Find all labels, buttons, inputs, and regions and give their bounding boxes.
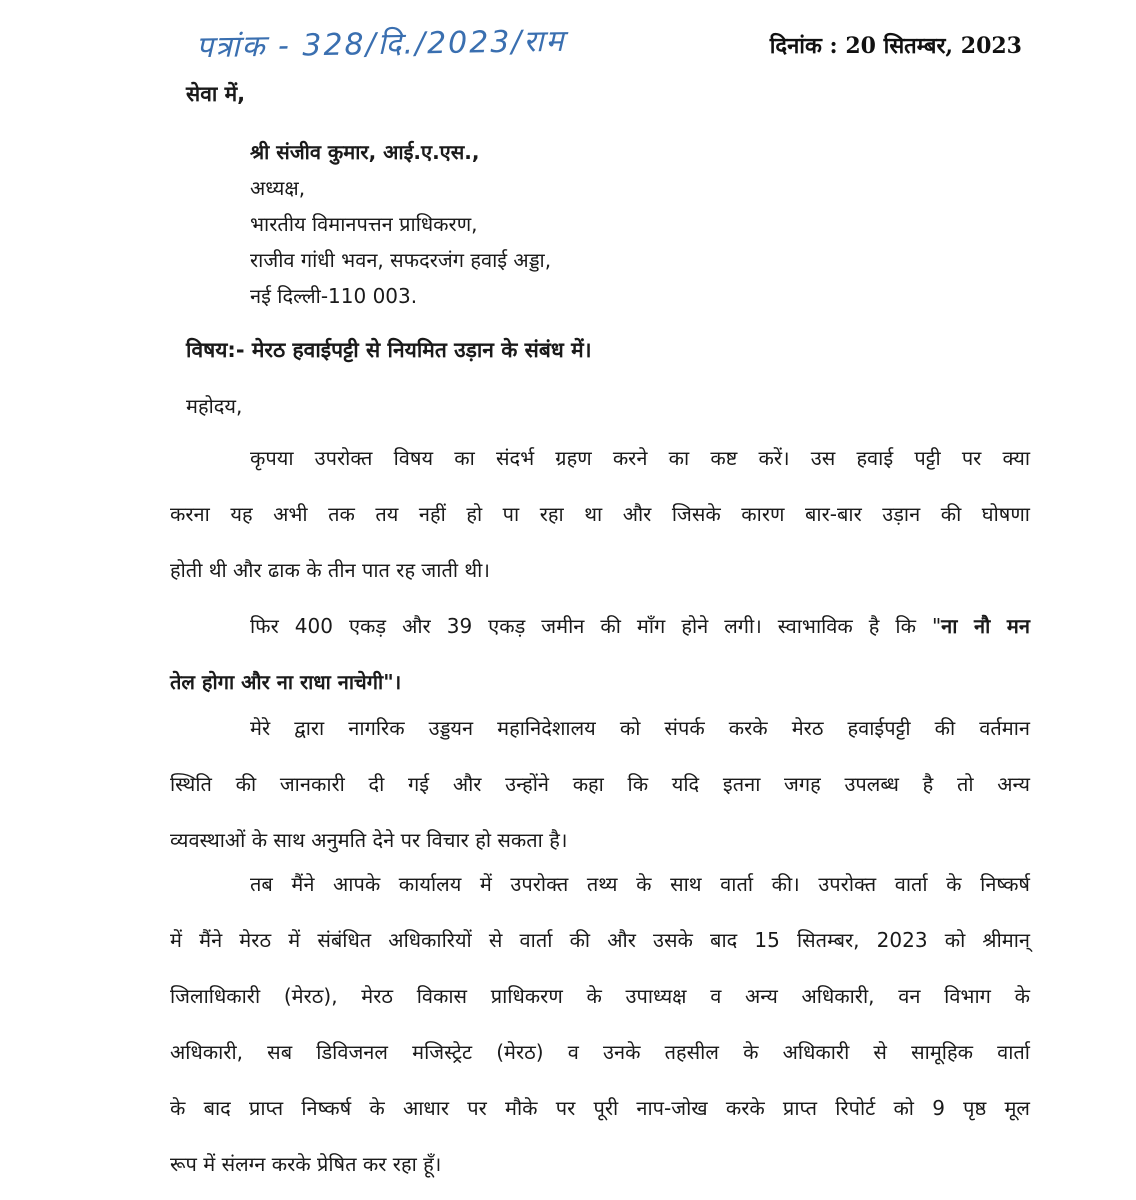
handwritten-reference-number: पत्रांक - 328/दि./2023/राम	[195, 23, 566, 66]
recipient-address-line: राजीव गांधी भवन, सफदरजंग हवाई अड्डा,	[250, 248, 552, 272]
paragraph-line: रूप में संलग्न करके प्रेषित कर रहा हूँ।	[170, 1152, 442, 1176]
recipient-name: श्री संजीव कुमार, आई.ए.एस.,	[250, 140, 480, 164]
paragraph-line: के बाद प्राप्त निष्कर्ष के आधार पर मौके पर पूरी नाप-जोख करके प्राप्त रिपोर्ट को 9 पृष्ठ मूल	[170, 1096, 1030, 1120]
paragraph-line: कृपया उपरोक्त विषय का संदर्भ ग्रहण करने का कष्ट करें। उस हवाई पट्टी पर क्या	[250, 446, 1030, 470]
recipient-city: नई दिल्ली-110 003.	[250, 284, 418, 308]
paragraph-3	[170, 700, 1030, 868]
recipient-designation: अध्यक्ष,	[250, 176, 306, 200]
letter-date: दिनांक : 20 सितम्बर, 2023	[769, 33, 1022, 59]
idiom-bold-part-1: ना नौ मन	[941, 614, 1030, 638]
paragraph-4	[170, 856, 1030, 1192]
recipient-address	[250, 134, 551, 314]
subject-line: विषय:- मेरठ हवाईपट्टी से नियमित उड़ान के संबंध में।	[186, 338, 592, 362]
paragraph-line: करना यह अभी तक तय नहीं हो पा रहा था और जिसके कारण बार-बार उड़ान की घोषणा	[170, 502, 1030, 526]
paragraph-line: में मैंने मेरठ में संबंधित अधिकारियों से वार्ता की और उसके बाद 15 सितम्बर, 2023 को श्रीमान्	[170, 928, 1030, 952]
recipient-organization: भारतीय विमानपत्तन प्राधिकरण,	[250, 212, 478, 236]
paragraph-line: जिलाधिकारी (मेरठ), मेरठ विकास प्राधिकरण के उपाध्यक्ष व अन्य अधिकारी, वन विभाग के	[170, 984, 1030, 1008]
paragraph-1	[170, 430, 1030, 598]
paragraph-line: मेरे द्वारा नागरिक उड्डयन महानिदेशालय को संपर्क करके मेरठ हवाईपट्टी की वर्तमान	[250, 716, 1030, 740]
paragraph-2	[170, 598, 1030, 710]
idiom-closing: "।	[383, 670, 402, 694]
paragraph-line: अधिकारी, सब डिविजनल मजिस्ट्रेट (मेरठ) व उनके तहसील के अधिकारी से सामूहिक वार्ता	[170, 1040, 1030, 1064]
paragraph-line	[170, 598, 1030, 654]
paragraph-line: तब मैंने आपके कार्यालय में उपरोक्त तथ्य के साथ वार्ता की। उपरोक्त वार्ता के निष्कर्ष	[250, 872, 1030, 896]
to-label: सेवा में,	[186, 82, 246, 106]
paragraph-line: स्थिति की जानकारी दी गई और उन्होंने कहा कि यदि इतना जगह उपलब्ध है तो अन्य	[170, 772, 1030, 796]
paragraph-line: व्यवस्थाओं के साथ अनुमति देने पर विचार हो सकता है।	[170, 828, 568, 852]
paragraph-line: होती थी और ढाक के तीन पात रह जाती थी।	[170, 558, 490, 582]
greeting: महोदय,	[186, 394, 243, 418]
paragraph-2-text: फिर 400 एकड़ और 39 एकड़ जमीन की माँग होने लगी। स्वाभाविक है कि "	[250, 614, 942, 638]
idiom-bold-part-2: तेल होगा और ना राधा नाचेगी	[170, 670, 384, 694]
